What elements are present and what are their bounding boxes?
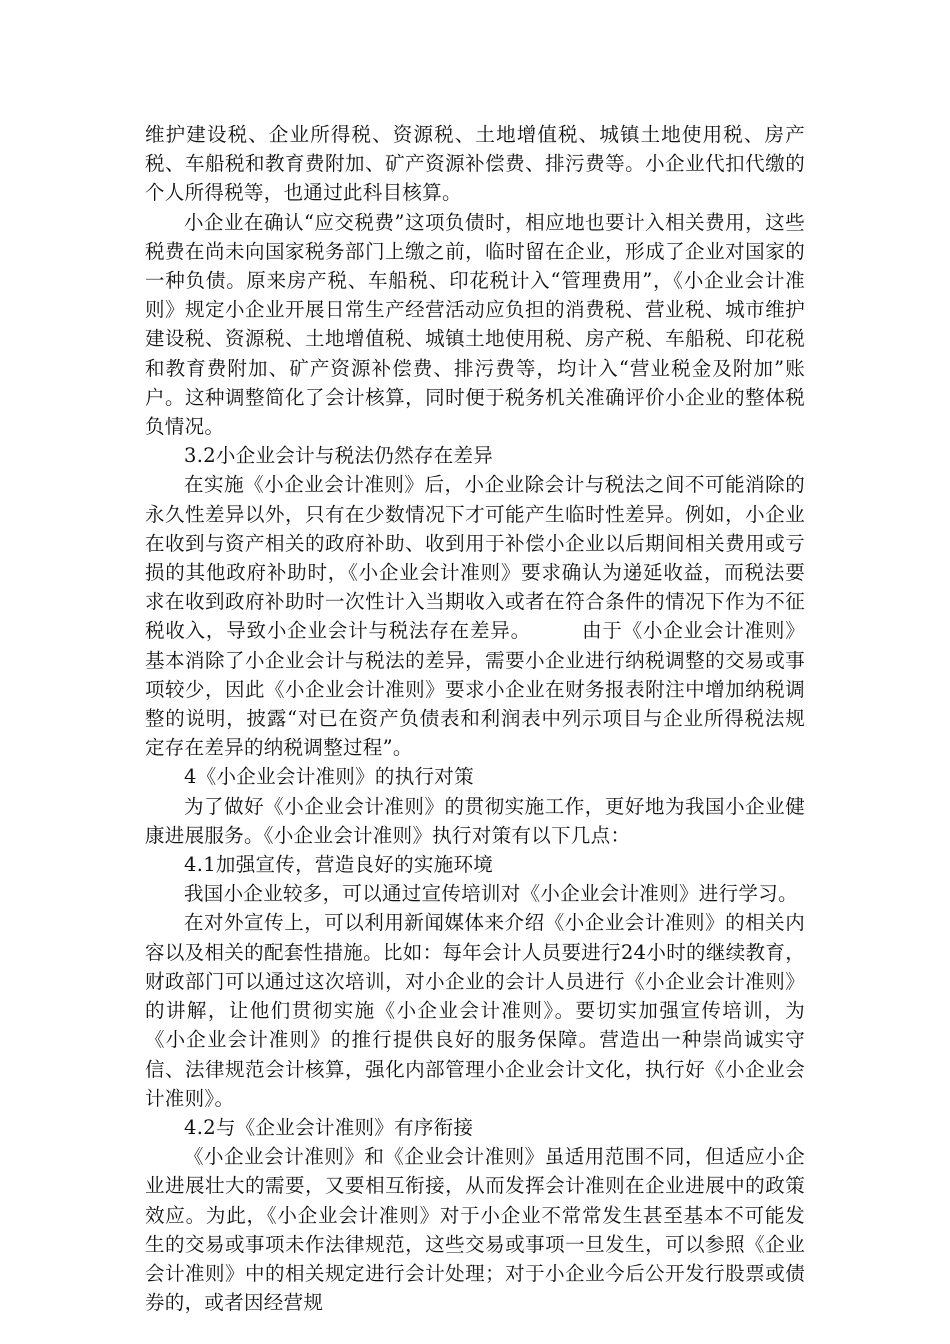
paragraph-implementation-intro: 为了做好《小企业会计准则》的贯彻实施工作，更好地为我国小企业健康进展服务。《小企业会计准则》执行对策有以下几点： <box>145 794 805 847</box>
section-heading-4: 4《小企业会计准则》的执行对策 <box>184 765 474 789</box>
section-heading-4-2: 4.2与《企业会计准则》有序衔接 <box>184 1115 474 1139</box>
document-body <box>145 120 805 1317</box>
paragraph-taxes-payable: 小企业在确认“应交税费”这项负债时，相应地也要计入相关费用，这些税费在尚未向国家税务部门上缴之前，临时留在企业，形成了企业对国家的一种负债。原来房产税、车船税、印花税计入“管理费用”，《小企业会计准则》规定小企业开展日常生产经营活动应负担的消费税、营业税、城市维护建设税、资源税、土地增值税、城镇土地使用税、房产税、车船税、印花税和教育费附加、矿产资源补偿费、排污费等，均计入“营业税金及附加”账户。这种调整简化了会计核算，同时便于税务机关准确评价小企业的整体税负情况。 <box>145 210 805 439</box>
section-heading-3-2: 3.2小企业会计与税法仍然存在差异 <box>184 444 494 468</box>
paragraph-connection: 《小企业会计准则》和《企业会计准则》虽适用范围不同，但适应小企业进展壮大的需要，又要相互衔接，从而发挥会计准则在企业进展中的政策效应。为此，《小企业会计准则》对于小企业不常常发生甚至基本不可能发生的交易或事项未作法律规范，这些交易或事项一旦发生，可以参照《企业会计准则》中的相关规定进行会计处理；对于小企业今后公开发行股票或债券的，或者因经营规 <box>145 1145 805 1315</box>
paragraph-training: 我国小企业较多，可以通过宣传培训对《小企业会计准则》进行学习。 <box>184 882 798 906</box>
section-heading-4-1: 4.1加强宣传，营造良好的实施环境 <box>184 853 494 877</box>
paragraph-differences: 在实施《小企业会计准则》后，小企业除会计与税法之间不可能消除的永久性差异以外，只有在少数情况下才可能产生临时性差异。例如，小企业在收到与资产相关的政府补助、收到用于补偿小企业以后期间相关费用或亏损的其他政府补助时，《小企业会计准则》要求确认为递延收益，而税法要求在收到政府补助时一次性计入当期收入或者在符合条件的情况下作为不征税收入，导致小企业会计与税法存在差异。 由于《小企业会计准则》基本消除了小企业会计与税法的差异，需要小企业进行纳税调整的交易或事项较少，因此《小企业会计准则》要求小企业在财务报表附注中增加纳税调整的说明，披露“对已在资产负债表和利润表中列示项目与企业所得税法规定存在差异的纳税调整过程”。 <box>145 473 805 760</box>
paragraph-publicity: 在对外宣传上，可以利用新闻媒体来介绍《小企业会计准则》的相关内容以及相关的配套性措施。比如：每年会计人员要进行24小时的继续教育，财政部门可以通过这次培训，对小企业的会计人员进行《小企业会计准则》的讲解，让他们贯彻实施《小企业会计准则》。要切实加强宣传培训，为《小企业会计准则》的推行提供良好的服务保障。营造出一种崇尚诚实守信、法律规范会计核算，强化内部管理小企业会计文化，执行好《小企业会计准则》。 <box>145 911 805 1110</box>
paragraph-tax-items: 维护建设税、企业所得税、资源税、土地增值税、城镇土地使用税、房产税、车船税和教育费附加、矿产资源补偿费、排污费等。小企业代扣代缴的个人所得税等，也通过此科目核算。 <box>145 123 805 205</box>
